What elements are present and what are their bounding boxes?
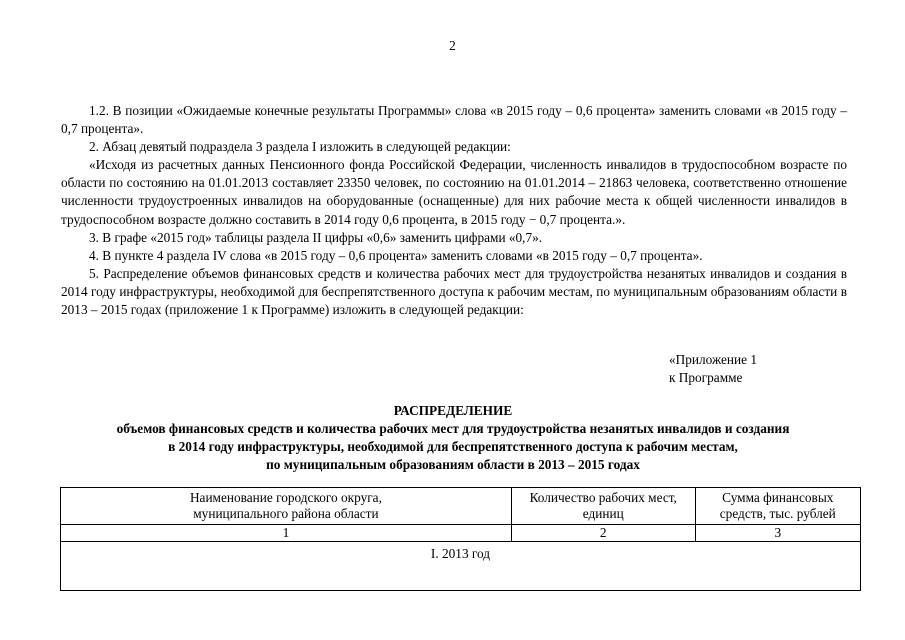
column-number-3: 3 <box>695 525 860 542</box>
appendix-reference <box>669 351 757 387</box>
appendix-line-2: к Программе <box>669 370 743 386</box>
header-cell-jobs-line-2: единиц <box>582 506 624 521</box>
header-cell-name-line-2: муниципального района области <box>193 506 379 521</box>
distribution-table <box>60 487 861 591</box>
header-cell-funds <box>695 488 860 525</box>
body-text <box>61 102 847 319</box>
paragraph-2: 2. Абзац девятый подраздела 3 раздела I изложить в следующей редакции: <box>89 139 511 155</box>
paragraph-1-2: 1.2. В позиции «Ожидаемые конечные результаты Программы» слова «в 2015 году – 0,6 процента» заменить словами «в 2015 году – 0,7 процента». <box>61 103 847 137</box>
header-cell-jobs <box>511 488 695 525</box>
section-year-2013: I. 2013 год <box>61 542 861 591</box>
paragraph-5: 5. Распределение объемов финансовых средств и количества рабочих мест для трудоустройства незанятых инвалидов и создания в 2014 году инфраструктуры, необходимой для беспрепятственного доступа к рабочим местам, по муниципальным образованиям области в 2013 – 2015 годах (приложение 1 к Программе) изложить в следующей редакции: <box>61 265 847 318</box>
table-header-row <box>61 488 861 525</box>
header-cell-funds-line-2: средств, тыс. рублей <box>719 506 836 521</box>
header-cell-jobs-line-1: Количество рабочих мест, <box>529 490 677 505</box>
heading-line-1: объемов финансовых средств и количества рабочих мест для трудоустройства незанятых инвалидов и создания <box>116 421 790 437</box>
heading-line-2: в 2014 году инфраструктуры, необходимой для беспрепятственного доступа к рабочим местам, <box>168 439 738 455</box>
paragraph-4: 4. В пункте 4 раздела IV слова «в 2015 году – 0,6 процента» заменить словами «в 2015 году – 0,7 процента». <box>89 247 703 263</box>
paragraph-3: 3. В графе «2015 год» таблицы раздела II цифры «0,6» заменить цифрами «0,7». <box>89 229 543 245</box>
heading-line-3: по муниципальным образованиям области в 2013 – 2015 годах <box>266 457 640 473</box>
column-number-1: 1 <box>61 525 512 542</box>
heading-title: РАСПРЕДЕЛЕНИЕ <box>393 403 513 418</box>
paragraph-quote: «Исходя из расчетных данных Пенсионного фонда Российской Федерации, численность инвалидов в трудоспособном возрасте по области по состоянию на 01.01.2013 составляет 23350 человек, по состоянию на 01.01.2014 – 21863 человека, соответственно отношение численности трудоустроенных инвалидов на оборудованные (оснащенные) для них рабочие места к общей численности инвалидов в трудоспособном возрасте должно составить в 2014 году 0,6 процента, в 2015 году − 0,7 процента.». <box>61 157 847 227</box>
header-cell-funds-line-1: Сумма финансовых <box>722 490 834 505</box>
document-heading <box>40 402 866 474</box>
header-cell-name <box>61 488 512 525</box>
table-number-row <box>61 525 861 542</box>
header-cell-name-line-1: Наименование городского округа, <box>189 490 382 505</box>
appendix-line-1: «Приложение 1 <box>669 352 757 367</box>
column-number-2: 2 <box>511 525 695 542</box>
table-section-row <box>61 542 861 591</box>
page-number: 2 <box>449 38 456 53</box>
